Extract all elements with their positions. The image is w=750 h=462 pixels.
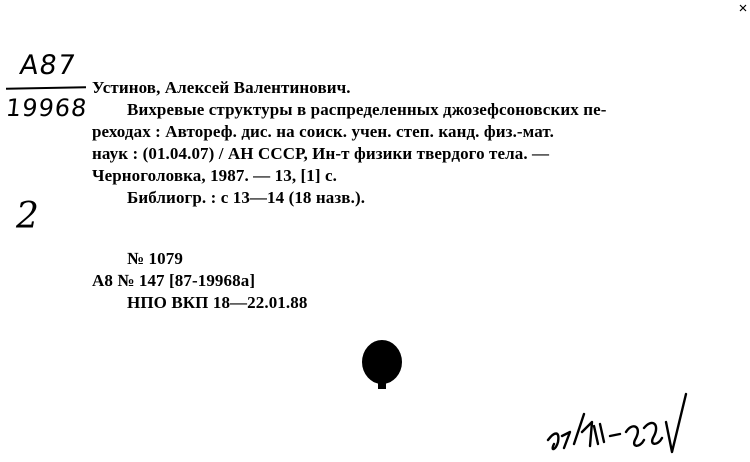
handwritten-footer: [540, 392, 700, 458]
corner-mark: [739, 4, 747, 12]
shelfmark-divider: [6, 86, 86, 89]
title-line-1: Вихревые структуры в распределенных джозефсоновских пе-: [127, 100, 607, 119]
handwritten-mark: 2: [16, 196, 39, 237]
author-heading: Устинов, Алексей Валентинович.: [92, 78, 351, 97]
title-line-4: Черноголовка, 1987. — 13, [1] с.: [92, 166, 337, 185]
title-line-3: наук : (01.04.07) / АН СССР, Ин-т физики твердого тела. —: [92, 144, 550, 163]
shelfmark-bottom: 19968: [4, 94, 89, 122]
publisher-note: НПО ВКП 18—22.01.88: [127, 293, 308, 312]
registration-number: № 1079: [127, 249, 183, 268]
bibliography-note: Библиогр. : с 13—14 (18 назв.).: [127, 188, 366, 207]
shelfmark-top: А87: [17, 50, 79, 81]
accession-number: А8 № 147 [87-19968а]: [92, 271, 256, 290]
punch-hole: [360, 338, 404, 390]
title-line-2: реходах : Автореф. дис. на соиск. учен. степ. канд. физ.-мат.: [92, 122, 554, 141]
